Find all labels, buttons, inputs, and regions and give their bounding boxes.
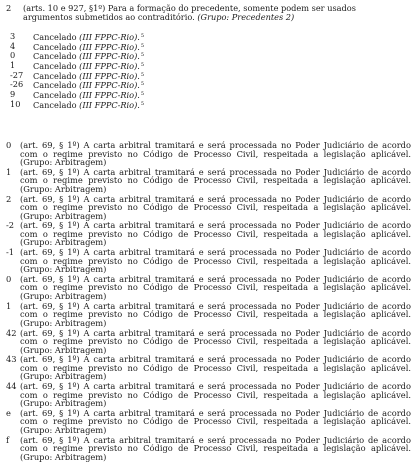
cancelled-label: Cancelado [33, 61, 77, 72]
statement-number: -2 [6, 220, 15, 231]
footnote-ref: 5 [140, 91, 145, 98]
cancelled-item [10, 71, 405, 81]
statement-item [6, 195, 411, 221]
cancelled-source: (III FPPC-Rio). [79, 32, 140, 42]
statement-text: (art. 69, § 1º) A carta arbitral tramitará e será processada no Poder Judiciário de acordo com o regime previsto no Código de Processo Civil, respeitada a legislação aplicável. (Grupo: Arbitragem) [20, 273, 411, 301]
statement-number: 0 [6, 273, 12, 284]
cancelled-item [10, 100, 405, 110]
statement-text: (art. 69, § 1º) A carta arbitral tramitará e será processada no Poder Judiciário de acordo com o regime previsto no Código de Processo Civil, respeitada a legislação aplicável. (Grupo: Arbitragem) [20, 140, 411, 167]
intro-statement [6, 4, 408, 22]
statement-text: (art. 69, § 1º) A carta arbitral tramitará e será processada no Poder Judiciário de acordo com o regime previsto no Código de Processo Civil, respeitada a legislação aplicável. (Grupo: Arbitragem) [20, 193, 411, 221]
cancelled-item [10, 42, 405, 52]
cancelled-number: 10 [10, 98, 21, 109]
cancelled-label: Cancelado [33, 51, 77, 62]
cancelled-source: (III FPPC-Rio). [79, 70, 140, 81]
cancelled-label: Cancelado [33, 99, 77, 110]
cancelled-item [10, 32, 405, 42]
statement-text: (art. 69, § 1º) A carta arbitral tramitará e será processada no Poder Judiciário de acordo com o regime previsto no Código de Processo Civil, respeitada a legislação aplicável. (Grupo: Arbitragem) [20, 327, 411, 355]
statement-text: (art. 69, § 1º) A carta arbitral tramitará e será processada no Poder Judiciário de acordo com o regime previsto no Código de Processo Civil, respeitada a legislação aplicável. (Grupo: Arbitragem) [20, 300, 411, 328]
cancelled-number: -26 [10, 79, 24, 90]
cancelled-label: Cancelado [33, 41, 77, 52]
footnote-ref: 5 [140, 42, 145, 49]
cancelled-source: (III FPPC-Rio). [79, 99, 140, 110]
statement-text: (art. 69, § 1º) A carta arbitral tramitará e será processada no Poder Judiciário de acordo com o regime previsto no Código de Processo Civil, respeitada a legislação aplicável. (Grupo: Arbitragem) [20, 247, 411, 275]
cancelled-source: (III FPPC-Rio). [79, 61, 140, 72]
statement-item [6, 355, 411, 381]
footnote-ref: 5 [140, 62, 145, 69]
statement-item [6, 168, 411, 194]
cancelled-label: Cancelado [33, 70, 77, 81]
statement-list [6, 141, 411, 463]
cancelled-text [33, 100, 144, 111]
cancelled-number: -27 [10, 69, 24, 80]
cancelled-item [10, 80, 405, 90]
statement-number: 0 [6, 140, 12, 150]
statement-number: 43 [6, 354, 17, 365]
statement-item [6, 221, 411, 247]
statement-item [6, 409, 411, 435]
cancelled-number: 0 [10, 50, 16, 61]
statement-text: (art. 69, § 1º) A carta arbitral tramitará e será processada no Poder Judiciário de acordo com o regime previsto no Código de Processo Civil, respeitada a legislação aplicável. (Grupo: Arbitragem) [20, 166, 411, 194]
footnote-ref: 5 [140, 81, 145, 88]
statement-number: 1 [6, 166, 12, 177]
statement-number: 1 [6, 300, 12, 311]
footnote-ref: 5 [140, 100, 145, 107]
statement-text: (art. 69, § 1º) A carta arbitral tramitará e será processada no Poder Judiciário de acordo com o regime previsto no Código de Processo Civil, respeitada a legislação aplicável. (Grupo: Arbitragem) [20, 220, 411, 248]
cancelled-list [10, 32, 405, 110]
intro-body: (arts. 10 e 927, §1º) Para a formação do precedente, somente podem ser usados argumentos submetidos ao contraditório. [23, 3, 356, 22]
statement-number: e [6, 407, 11, 418]
cancelled-number: 9 [10, 89, 16, 100]
cancelled-number: 3 [10, 31, 16, 41]
statement-number: -1 [6, 247, 15, 258]
cancelled-item [10, 51, 405, 61]
intro-number: 2 [6, 3, 12, 13]
footnote-ref: 5 [140, 71, 145, 78]
footnote-ref: 5 [140, 33, 145, 39]
statement-number: 44 [6, 381, 17, 392]
statement-text: (art. 69, § 1º) A carta arbitral tramitará e será processada no Poder Judiciário de acordo com o regime previsto no Código de Processo Civil, respeitada a legislação aplicável. (Grupo: Arbitragem) [20, 354, 411, 382]
statement-number: 42 [6, 327, 17, 338]
cancelled-label: Cancelado [33, 80, 77, 91]
statement-text: (art. 69, § 1º) A carta arbitral tramitará e será processada no Poder Judiciário de acordo com o regime previsto no Código de Processo Civil, respeitada a legislação aplicável. (Grupo: Arbitragem) [20, 407, 411, 435]
intro-text [23, 4, 408, 22]
statement-number: 2 [6, 193, 12, 204]
cancelled-number: 4 [10, 40, 16, 51]
cancelled-item [10, 90, 405, 100]
cancelled-label: Cancelado [33, 32, 77, 42]
footnote-ref: 5 [140, 52, 145, 59]
statement-item [6, 329, 411, 355]
statement-text: (art. 69, § 1º) A carta arbitral tramitará e será processada no Poder Judiciário de acordo com o regime previsto no Código de Processo Civil, respeitada a legislação aplicável. (Grupo: Arbitragem) [20, 434, 411, 462]
statement-item [6, 436, 411, 462]
cancelled-source: (III FPPC-Rio). [79, 51, 140, 62]
statement-item [6, 382, 411, 408]
statement-number: f [6, 434, 10, 445]
cancelled-label: Cancelado [33, 90, 77, 101]
cancelled-source: (III FPPC-Rio). [79, 41, 140, 52]
intro-group: (Grupo: Precedentes 2) [197, 12, 295, 22]
cancelled-source: (III FPPC-Rio). [79, 90, 140, 101]
cancelled-item [10, 61, 405, 71]
statement-text: (art. 69, § 1º) A carta arbitral tramitará e será processada no Poder Judiciário de acordo com o regime previsto no Código de Processo Civil, respeitada a legislação aplicável. (Grupo: Arbitragem) [20, 381, 411, 409]
statement-item [6, 248, 411, 274]
statement-item [6, 141, 411, 167]
statement-item [6, 275, 411, 301]
statement-item [6, 302, 411, 328]
cancelled-number: 1 [10, 60, 16, 71]
cancelled-source: (III FPPC-Rio). [79, 80, 140, 91]
